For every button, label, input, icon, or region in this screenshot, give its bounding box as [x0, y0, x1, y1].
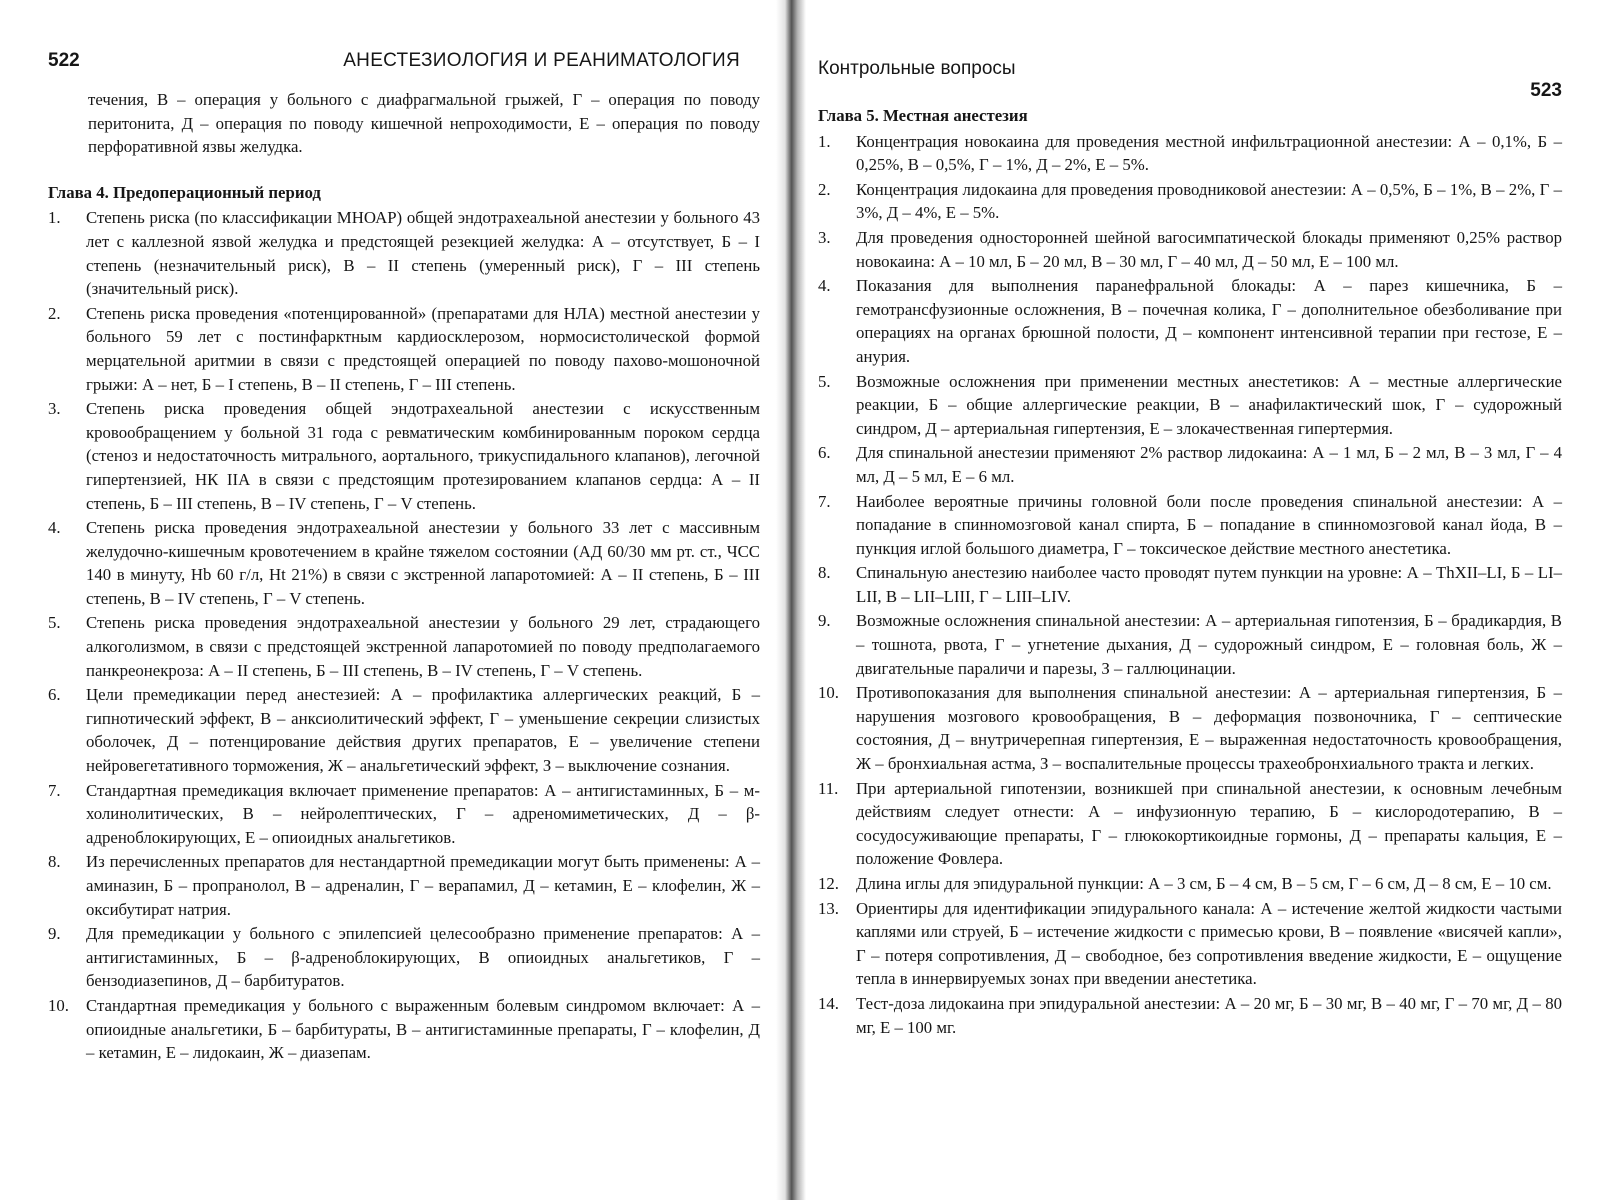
question-text: Концентрация новокаина для проведения местной инфильтрационной анестезии: А – 0,1%, Б – 0,25%, В – 0,5%, Г – 1%, Д – 2%, Е – 5%.	[856, 131, 1562, 175]
question-text: Стандартная премедикация у больного с выраженным болевым синдромом включает: А – опиоидные анальгетики, Б – барбитураты, В – антигистаминные препараты, Г – клофелин, Д – кетамин, Е – лидокаин, Ж – диазепам.	[86, 995, 760, 1063]
question-item	[818, 130, 1562, 177]
question-item	[48, 683, 760, 777]
question-number: 5.	[818, 371, 831, 391]
question-item	[818, 226, 1562, 273]
question-number: 10.	[818, 683, 839, 703]
question-item	[48, 397, 760, 515]
book-spine-shadow	[776, 0, 806, 1200]
question-text: Степень риска проведения эндотрахеальной анестезии у больного 33 лет с массивным желудочно-кишечным кровотечением в крайне тяжелом состоянии (АД 60/30 мм рт. ст., ЧСС 140 в минуту, Hb 60 г/л, Ht 21%) в связи с экстренной лапаротомией: А – II степень, Б – III степень, В – IV степень, Г – V степень.	[86, 518, 760, 608]
question-item	[48, 994, 760, 1065]
question-number: 2.	[48, 303, 61, 323]
question-item	[48, 922, 760, 993]
question-number: 2.	[818, 179, 831, 199]
chapter-title-4: Глава 4. Предоперационный период	[48, 182, 321, 202]
question-number: 4.	[48, 518, 61, 538]
question-item	[818, 897, 1562, 991]
question-text: Степень риска проведения «потенцированной» (препаратами для НЛА) местной анестезии у больного 59 лет с постинфарктным кардиосклерозом, нормосистолической формой мерцательной аритмии в связи с предстоящей операцией по поводу пахово-мошоночной грыжи: А – нет, Б – I степень, В – II степень, Г – III степень.	[86, 303, 760, 394]
question-text: При артериальной гипотензии, возникшей при спинальной анестезии, к основным лечебным действиям следует отнести: А – инфузионную терапию, Б – кислородотерапию, В – сосудосуживающие препараты, Г – глюкокортикоидные гормоны, Д – препараты кальция, Е – положение Фовлера.	[856, 778, 1562, 869]
question-item	[818, 178, 1562, 225]
question-text: Противопоказания для выполнения спинальной анестезии: А – артериальная гипертензия, Б – нарушения мозгового кровообращения, В – деформация позвоночника, Г – септические состояния, Д – внутричерепная гипертензия, Е – выраженная недостаточность кровообращения, Ж – бронхиальная астма, З – воспалительные процессы трахеобронхиального тракта и легких.	[856, 683, 1562, 774]
running-head-title-left: АНЕСТЕЗИОЛОГИЯ И РЕАНИМАТОЛОГИЯ	[343, 50, 740, 71]
question-text: Длина иглы для эпидуральной пункции: А – 3 см, Б – 4 см, В – 5 см, Г – 6 см, Д – 8 см, Е – 10 см.	[856, 874, 1552, 893]
question-number: 11.	[818, 778, 839, 798]
question-item	[48, 611, 760, 682]
question-item	[818, 561, 1562, 608]
question-number: 9.	[48, 924, 61, 944]
question-item	[818, 777, 1562, 871]
question-text: Концентрация лидокаина для проведения проводниковой анестезии: А – 0,5%, Б – 1%, В – 2%, Г – 3%, Д – 4%, Е – 5%.	[856, 179, 1562, 223]
question-item	[818, 441, 1562, 488]
question-item	[48, 516, 760, 610]
question-number: 4.	[818, 276, 831, 296]
question-item	[818, 681, 1562, 775]
left-page	[0, 0, 780, 1200]
question-list-chapter-4	[48, 206, 760, 1064]
right-page	[808, 0, 1600, 1200]
question-number: 14.	[818, 993, 839, 1013]
question-text: Степень риска (по классификации МНОАР) общей эндотрахеальной анестезии у больного 43 лет с каллезной язвой желудка и предстоящей резекцией желудка: А – отсутствует, Б – I степень (незначительный риск), В – II степень (умеренный риск), Г – III степень (значительный риск).	[86, 208, 760, 299]
question-number: 6.	[818, 443, 831, 463]
question-item	[818, 609, 1562, 680]
question-number: 8.	[48, 852, 61, 872]
question-item	[48, 779, 760, 850]
question-text: Показания для выполнения паранефральной блокады: А – парез кишечника, Б – гемотрансфузионные осложнения, В – почечная колика, Г – дополнительное обезболивание при операциях на органах брюшной полости, Д – компонент интенсивной терапии при гестозе, Е – анурия.	[856, 276, 1562, 366]
question-text: Возможные осложнения при применении местных анестетиков: А – местные аллергические реакции, Б – общие аллергические реакции, В – анафилактический шок, Г – судорожный синдром, Д – артериальная гипертензия, Е – злокачественная гипертермия.	[856, 371, 1562, 438]
question-text: Для премедикации у больного с эпилепсией целесообразно применение препаратов: А – антигистаминных, Б – β-адреноблокирующих, В опиоидных анальгетиков, Г – бензодиазепинов, Д – барбитуратов.	[86, 924, 760, 991]
question-number: 7.	[48, 780, 61, 800]
question-number: 8.	[818, 563, 831, 583]
question-item	[818, 490, 1562, 561]
question-text: Для проведения односторонней шейной вагосимпатической блокады применяют 0,25% раствор новокаина: А – 10 мл, Б – 20 мл, В – 30 мл, Г – 40 мл, Д – 50 мл, Е – 100 мл.	[856, 227, 1562, 271]
question-text: Наиболее вероятные причины головной боли после проведения спинальной анестезии: А – попадание в спинномозговой канал спирта, Б – попадание в спинномозговой канал йода, В – пункция иглой большого диаметра, Г – токсическое действие местного анестетика.	[856, 491, 1562, 558]
running-head-title-right: Контрольные вопросы	[818, 58, 1016, 79]
question-item	[48, 206, 760, 300]
question-item	[48, 302, 760, 396]
question-list-chapter-5	[818, 130, 1562, 1040]
question-text: Стандартная премедикация включает применение препаратов: А – антигистаминных, Б – м-холинолитических, В – нейролептических, Г – адреномиметических, Д – β-адреноблокирующих, Е – опиоидных анальгетиков.	[86, 780, 760, 847]
right-running-head	[818, 50, 1562, 101]
left-running-head	[48, 40, 760, 70]
question-number: 5.	[48, 613, 61, 633]
question-number: 1.	[818, 131, 831, 151]
question-number: 3.	[48, 399, 61, 419]
question-text: Возможные осложнения спинальной анестезии: А – артериальная гипотензия, Б – брадикардия, В – тошнота, рвота, Г – угнетение дыхания, Д – судорожный синдром, Е – головная боль, Ж – двигательные параличи и парезы, З – галлюцинации.	[856, 611, 1562, 678]
question-item	[48, 850, 760, 921]
question-number: 13.	[818, 898, 839, 918]
question-text: Цели премедикации перед анестезией: А – профилактика аллергических реакций, Б – гипнотический эффект, В – анксиолитический эффект, Г – уменьшение секреции слизистых оболочек, Д – потенцирование действия других препаратов, Е – увеличение степени нейровегетативного торможения, Ж – анальгетический эффект, З – выключение сознания.	[86, 685, 760, 776]
question-text: Степень риска проведения общей эндотрахеальной анестезии с искусственным кровообращением у больной 31 года с ревматическим комбинированным пороком сердца (стеноз и недостаточность митрального, аортального, трикуспидального клапанов), легочной гипертензией, НК IIА в связи с предстоящим протезированием клапанов сердца: А – II степень, Б – III степень, В – IV степень, Г – V степень.	[86, 399, 760, 513]
question-number: 12.	[818, 874, 839, 893]
page-number-right: 523	[1530, 80, 1562, 101]
question-number: 7.	[818, 491, 831, 511]
question-text: Из перечисленных препаратов для нестандартной премедикации могут быть применены: А – аминазин, Б – пропранолол, В – адреналин, Г – верапамил, Д – кетамин, Е – клофелин, Ж – оксибутират натрия.	[86, 852, 760, 919]
question-text: Ориентиры для идентификации эпидурального канала: А – истечение желтой жидкости частыми каплями или струей, Б – истечение жидкости с примесью крови, В – появление «висячей капли», Г – потеря сопротивления, Д – свободное, без сопротивления введение жидкости, Е – ощущение тепла в иннервируемых зонах при введении анестетика.	[856, 898, 1562, 989]
question-text: Спинальную анестезию наиболее часто проводят путем пункции на уровне: А – ThXII–LI, Б – LI–LII, В – LII–LIII, Г – LIII–LIV.	[856, 563, 1562, 606]
question-text: Тест-доза лидокаина при эпидуральной анестезии: А – 20 мг, Б – 30 мг, В – 40 мг, Г – 70 мг, Д – 80 мг, Е – 100 мг.	[856, 993, 1562, 1037]
continuation-text: течения, В – операция у больного с диафрагмальной грыжей, Г – операция по поводу перитонита, Д – операция по поводу кишечной непроходимости, Е – операция по поводу перфоративной язвы желудка.	[88, 90, 760, 157]
question-number: 3.	[818, 227, 831, 247]
question-number: 9.	[818, 611, 831, 631]
question-number: 10.	[48, 995, 69, 1015]
question-item	[818, 872, 1562, 896]
question-text: Для спинальной анестезии применяют 2% раствор лидокаина: А – 1 мл, Б – 2 мл, В – 3 мл, Г – 4 мл, Д – 5 мл, Е – 6 мл.	[856, 443, 1562, 486]
question-number: 6.	[48, 685, 61, 705]
chapter-title-5: Глава 5. Местная анестезия	[818, 106, 1028, 125]
question-item	[818, 370, 1562, 441]
page-number-left: 522	[48, 50, 80, 71]
question-item	[818, 992, 1562, 1039]
question-item	[818, 274, 1562, 368]
question-number: 1.	[48, 208, 61, 228]
question-text: Степень риска проведения эндотрахеальной анестезии у больного 29 лет, страдающего алкоголизмом, в связи с предстоящей экстренной лапаротомией по поводу предполагаемого панкреонекроза: А – II степень, Б – III степень, В – IV степень, Г – V степень.	[86, 613, 760, 680]
